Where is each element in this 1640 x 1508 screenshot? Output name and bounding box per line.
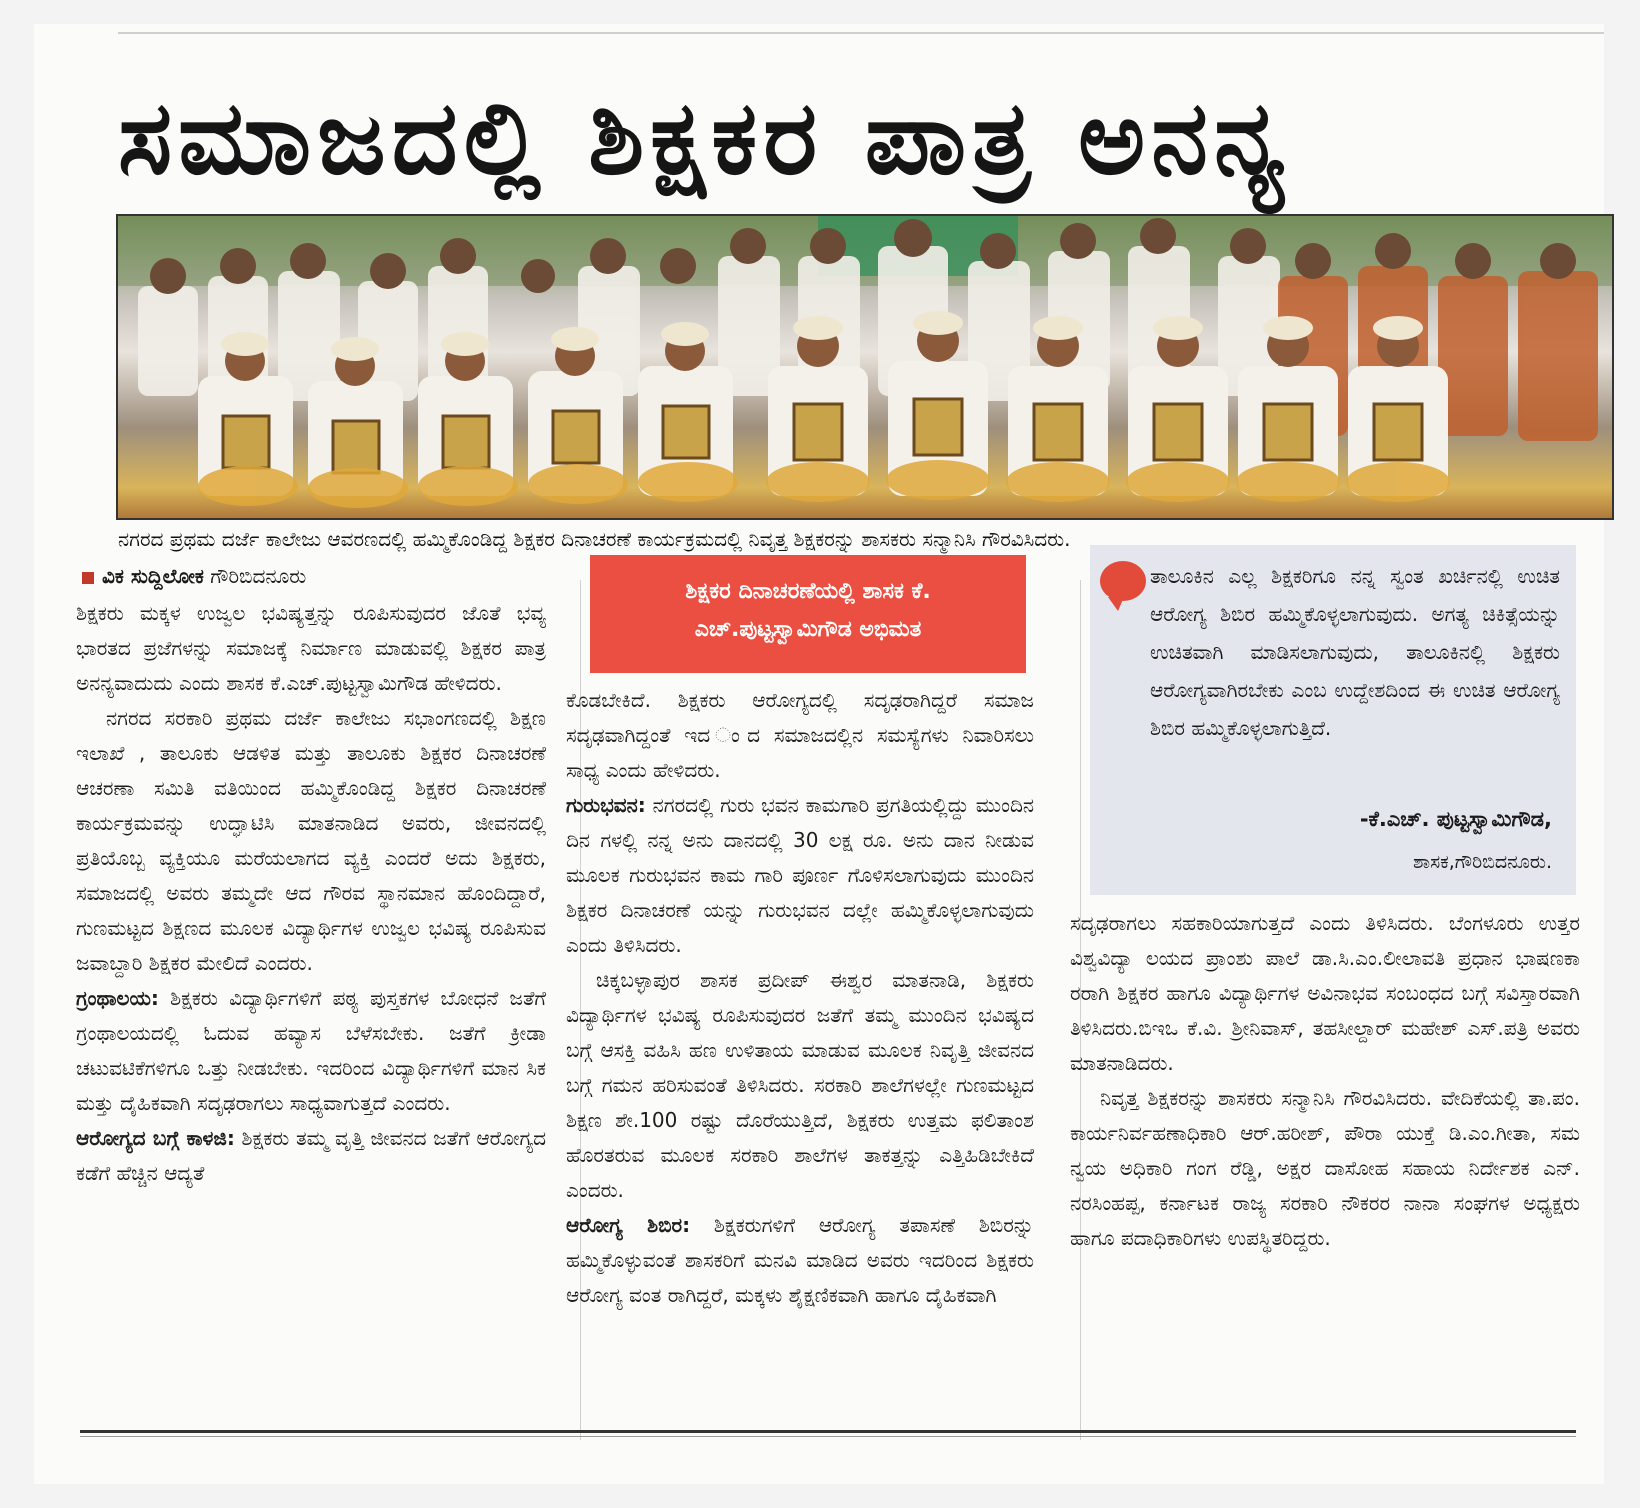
- bottom-rule: [80, 1430, 1576, 1433]
- event-photo: [116, 214, 1614, 520]
- paragraph: [76, 981, 546, 1121]
- paragraph-text: ಶಿಕ್ಷಕರು ವಿದ್ಯಾರ್ಥಿಗಳಿಗೆ ಪಠ್ಯ ಪುಸ್ತಕಗಳ ಬೋಧನೆ ಜತೆಗೆ ಗ್ರಂಥಾಲಯದಲ್ಲಿ ಓದುವ ಹವ್ಯಾಸ ಬೆಳೆಸಬೇಕು. ಜತೆಗೆ ಕ್ರೀಡಾ ಚಟುವಟಿಕೆಗಳಿಗೂ ಒತ್ತು ನೀಡಬೇಕು. ಇದರಿಂದ ವಿದ್ಯಾರ್ಥಿಗಳಿಗೆ ಮಾನ ಸಿಕ ಮತ್ತು ದೈಹಿಕವಾಗಿ ಸದೃಢರಾಗಲು ಸಾಧ್ಯವಾಗುತ್ತದೆ ಎಂದರು.: [76, 986, 546, 1115]
- quote-text: ತಾಲೂಕಿನ ಎಲ್ಲ ಶಿಕ್ಷಕರಿಗೂ ನನ್ನ ಸ್ವಂತ ಖರ್ಚಿನಲ್ಲಿ ಉಚಿತ ಆರೋಗ್ಯ ಶಿಬಿರ ಹಮ್ಮಿಕೊಳ್ಳಲಾಗುವುದು. ಅಗತ್ಯ ಚಿಕಿತ್ಸೆಯನ್ನು ಉಚಿತವಾಗಿ ಮಾಡಿಸಲಾಗುವುದು, ತಾಲೂಕಿನಲ್ಲಿ ಶಿಕ್ಷಕರು ಆರೋಗ್ಯವಾಗಿರಬೇಕು ಎಂಬ ಉದ್ದೇಶದಿಂದ ಈ ಉಚಿತ ಆರೋಗ್ಯ ಶಿಬಿರ ಹಮ್ಮಿಕೊಳ್ಳಲಾಗುತ್ತಿದೆ.: [1150, 564, 1560, 740]
- paragraph: [566, 1208, 1034, 1313]
- quote-box: [1090, 545, 1576, 895]
- paragraph-text: ನಗರದಲ್ಲಿ ಗುರು ಭವನ ಕಾಮಗಾರಿ ಪ್ರಗತಿಯಲ್ಲಿದ್ದು ಮುಂದಿನ ದಿನ ಗಳಲ್ಲಿ ನನ್ನ ಅನು ದಾನದಲ್ಲಿ 30 ಲಕ್ಷ ರೂ. ಅನು ದಾನ ನೀಡುವ ಮೂಲಕ ಗುರುಭವನ ಕಾಮ ಗಾರಿ ಪೂರ್ಣ ಗೊಳಿಸಲಾಗುವುದು ಮುಂದಿನ ಶಿಕ್ಷಕರ ದಿನಾಚರಣೆ ಯನ್ನು ಗುರುಭವನ ದಲ್ಲೇ ಹಮ್ಮಿಕೊಳ್ಳಲಾಗುವುದು ಎಂದು ತಿಳಿಸಿದರು.: [566, 793, 1034, 957]
- subheading-health-camp: ಆರೋಗ್ಯ ಶಿಬಿರ:: [566, 1213, 691, 1237]
- headline: ಸಮಾಜದಲ್ಲಿ ಶಿಕ್ಷಕರ ಪಾತ್ರ ಅನನ್ಯ: [118, 79, 1291, 198]
- bullet-square-icon: [82, 572, 94, 584]
- paragraph: ಸದೃಢರಾಗಲು ಸಹಕಾರಿಯಾಗುತ್ತದೆ ಎಂದು ತಿಳಿಸಿದರು. ಬೆಂಗಳೂರು ಉತ್ತರ ವಿಶ್ವವಿದ್ಯಾ ಲಯದ ಪ್ರಾಂಶು ಪಾಲೆ ಡಾ.ಸಿ.ಎಂ.ಲೀಲಾವತಿ ಪ್ರಧಾನ ಭಾಷಣಕಾ ರರಾಗಿ ಶಿಕ್ಷಕರ ಹಾಗೂ ವಿದ್ಯಾರ್ಥಿಗಳ ಅವಿನಾಭವ ಸಂಬಂಧದ ಬಗ್ಗೆ ಸವಿಸ್ತಾರವಾಗಿ ತಿಳಿಸಿದರು.ಬಿಇಒ ಕೆ.ವಿ. ಶ್ರೀನಿವಾಸ್, ತಹಸೀಲ್ದಾರ್ ಮಹೇಶ್ ಎಸ್.ಪತ್ರಿ ಅವರು ಮಾತನಾಡಿದರು.: [1070, 911, 1580, 1075]
- subheading-health-care: ಆರೋಗ್ಯದ ಬಗ್ಗೆ ಕಾಳಜಿ:: [76, 1126, 235, 1150]
- byline: [82, 560, 552, 592]
- paragraph: ನಗರದ ಸರಕಾರಿ ಪ್ರಥಮ ದರ್ಜೆ ಕಾಲೇಜು ಸಭಾಂಗಣದಲ್ಲಿ ಶಿಕ್ಷಣ ಇಲಾಖೆ , ತಾಲೂಕು ಆಡಳಿತ ಮತ್ತು ತಾಲೂಕು ಶಿಕ್ಷಕರ ದಿನಾಚರಣೆ ಆಚರಣಾ ಸಮಿತಿ ವತಿಯಿಂದ ಹಮ್ಮಿಕೊಂಡಿದ್ದ ಶಿಕ್ಷಕರ ದಿನಾಚರಣೆ ಕಾರ್ಯಕ್ರಮವನ್ನು ಉದ್ಘಾಟಿಸಿ ಮಾತನಾಡಿದ ಅವರು, ಜೀವನದಲ್ಲಿ ಪ್ರತಿಯೊಬ್ಬ ವ್ಯಕ್ತಿಯೂ ಮರೆಯಲಾಗದ ವ್ಯಕ್ತಿ ಎಂದರೆ ಅದು ಶಿಕ್ಷಕರು, ಸಮಾಜದಲ್ಲಿ ಅವರು ತಮ್ಮದೇ ಆದ ಗೌರವ ಸ್ಥಾನಮಾನ ಹೊಂದಿದ್ದಾರೆ, ಗುಣಮಟ್ಟದ ಶಿಕ್ಷಣದ ಮೂಲಕ ವಿದ್ಯಾರ್ಥಿಗಳ ಉಜ್ವಲ ಭವಿಷ್ಯ ರೂಪಿಸುವ ಜವಾಬ್ದಾರಿ ಶಿಕ್ಷಕರ ಮೇಲಿದೆ ಎಂದರು.: [76, 706, 546, 975]
- paragraph-text: ಶಿಕ್ಷಕರು ತಮ್ಮ ವೃತ್ತಿ ಜೀವನದ ಜತೆಗೆ ಆರೋಗ್ಯದ ಕಡೆಗೆ ಹೆಚ್ಚಿನ ಆದ್ಯತೆ: [76, 1126, 546, 1185]
- paragraph: ಕೊಡಬೇಕಿದೆ. ಶಿಕ್ಷಕರು ಆರೋಗ್ಯದಲ್ಲಿ ಸದೃಢರಾಗಿದ್ದರೆ ಸಮಾಜ ಸದೃಢವಾಗಿದ್ದಂತೆ ಇದ ಂದ ಸಮಾಜದಲ್ಲಿನ ಸಮಸ್ಯೆಗಳು ನಿವಾರಿಸಲು ಸಾಧ್ಯ ಎಂದು ಹೇಳಿದರು.: [566, 688, 1034, 782]
- paragraph: ನಿವೃತ್ತ ಶಿಕ್ಷಕರನ್ನು ಶಾಸಕರು ಸನ್ಮಾನಿಸಿ ಗೌರವಿಸಿದರು. ವೇದಿಕೆಯಲ್ಲಿ ತಾ.ಪಂ. ಕಾರ್ಯನಿರ್ವಹಣಾಧಿಕಾರಿ ಆರ್.ಹರೀಶ್, ಪೌರಾ ಯುಕ್ತೆ ಡಿ.ಎಂ.ಗೀತಾ, ಸಮ ನ್ವಯ ಅಧಿಕಾರಿ ಗಂಗ ರೆಡ್ಡಿ, ಅಕ್ಷರ ದಾಸೋಹ ಸಹಾಯ ನಿರ್ದೇಶಕ ಎನ್. ನರಸಿಂಹಪ್ಪ, ಕರ್ನಾಟಕ ರಾಜ್ಯ ಸರಕಾರಿ ನೌಕರರ ನಾನಾ ಸಂಘಗಳ ಅಧ್ಯಕ್ಷರು ಹಾಗೂ ಪದಾಧಿಕಾರಿಗಳು ಉಪಸ್ಥಿತರಿದ್ದರು.: [1070, 1086, 1580, 1250]
- subheading-library: ಗ್ರಂಥಾಲಯ:: [76, 986, 159, 1010]
- speech-bubble-icon: [1100, 561, 1146, 601]
- article-column-2: [566, 683, 1034, 1313]
- paragraph-text: ಶಿಕ್ಷಕರುಗಳಿಗೆ ಆರೋಗ್ಯ ತಪಾಸಣೆ ಶಿಬಿರನ್ನು ಹಮ್ಮಿಕೊಳ್ಳುವಂತೆ ಶಾಸಕರಿಗೆ ಮನವಿ ಮಾಡಿದ ಅವರು ಇದರಿಂದ ಶಿಕ್ಷಕರು ಆರೋಗ್ಯ ವಂತ ರಾಗಿದ್ದರೆ, ಮಕ್ಕಳು ಶೈಕ್ಷಣಿಕವಾಗಿ ಹಾಗೂ ದೈಹಿಕವಾಗಿ: [566, 1213, 1034, 1307]
- top-rule: [118, 32, 1604, 34]
- quote-author: -ಕೆ.ಎಚ್. ಪುಟ್ಟಸ್ವಾಮಿಗೌಡ,: [1359, 807, 1552, 831]
- article-column-3: [1070, 906, 1580, 1256]
- paragraph: ಚಿಕ್ಕಬಳ್ಳಾಪುರ ಶಾಸಕ ಪ್ರದೀಪ್ ಈಶ್ವರ ಮಾತನಾಡಿ, ಶಿಕ್ಷಕರು ವಿದ್ಯಾರ್ಥಿಗಳ ಭವಿಷ್ಯ ರೂಪಿಸುವುದರ ಜತೆಗೆ ತಮ್ಮ ಮುಂದಿನ ಭವಿಷ್ಯದ ಬಗ್ಗೆ ಆಸಕ್ತಿ ವಹಿಸಿ ಹಣ ಉಳಿತಾಯ ಮಾಡುವ ಮೂಲಕ ನಿವೃತ್ತಿ ಜೀವನದ ಬಗ್ಗೆ ಗಮನ ಹರಿಸುವಂತೆ ತಿಳಿಸಿದರು. ಸರಕಾರಿ ಶಾಲೆಗಳಲ್ಲೇ ಗುಣಮಟ್ಟದ ಶಿಕ್ಷಣ ಶೇ.100 ರಷ್ಟು ದೊರೆಯುತ್ತಿದೆ, ಶಿಕ್ಷಕರು ಉತ್ತಮ ಫಲಿತಾಂಶ ಹೊರತರುವ ಮೂಲಕ ಸರಕಾರಿ ಶಾಲೆಗಳ ತಾಕತ್ತನ್ನು ಎತ್ತಿಹಿಡಿಬೇಕಿದೆ ಎಂದರು.: [566, 968, 1034, 1202]
- byline-source: ವಿಕ ಸುದ್ದಿಲೋಕ: [102, 564, 204, 588]
- quote-role: ಶಾಸಕ,ಗೌರಿಬಿದನೂರು.: [1412, 851, 1552, 873]
- subheading-guru-bhavan: ಗುರುಭವನ:: [566, 793, 646, 817]
- byline-place: ಗೌರಿಬಿದನೂರು: [210, 564, 307, 588]
- paragraph: ಶಿಕ್ಷಕರು ಮಕ್ಕಳ ಉಜ್ವಲ ಭವಿಷ್ಯತ್ತನ್ನು ರೂಪಿಸುವುದರ ಜೊತೆ ಭವ್ಯ ಭಾರತದ ಪ್ರಜೆಗಳನ್ನು ಸಮಾಜಕ್ಕೆ ನಿರ್ಮಾಣ ಮಾಡುವಲ್ಲಿ ಶಿಕ್ಷಕರ ಪಾತ್ರ ಅನನ್ಯವಾದುದು ಎಂದು ಶಾಸಕ ಕೆ.ಎಚ್.ಪುಟ್ಟಸ್ವಾಮಿಗೌಡ ಹೇಳಿದರು.: [76, 601, 546, 695]
- highlight-box: ಶಿಕ್ಷಕರ ದಿನಾಚರಣೆಯಲ್ಲಿ ಶಾಸಕ ಕೆ. ಎಚ್.ಪುಟ್ಟಸ್ವಾಮಿಗೌಡ ಅಭಿಮತ: [590, 555, 1026, 673]
- paragraph: [566, 788, 1034, 963]
- photo-caption: ನಗರದ ಪ್ರಥಮ ದರ್ಜೆ ಕಾಲೇಜು ಆವರಣದಲ್ಲಿ ಹಮ್ಮಿಕೊಂಡಿದ್ದ ಶಿಕ್ಷಕರ ದಿನಾಚರಣೆ ಕಾರ್ಯಕ್ರಮದಲ್ಲಿ ನಿವೃತ್ತ ಶಿಕ್ಷಕರನ್ನು ಶಾಸಕರು ಸನ್ಮಾನಿಸಿ ಗೌರವಿಸಿದರು.: [118, 527, 1071, 551]
- article-column-1: [76, 596, 546, 1191]
- photo-illustration: [118, 216, 1612, 518]
- bottom-rule: [80, 1436, 1576, 1437]
- paragraph: [76, 1121, 546, 1191]
